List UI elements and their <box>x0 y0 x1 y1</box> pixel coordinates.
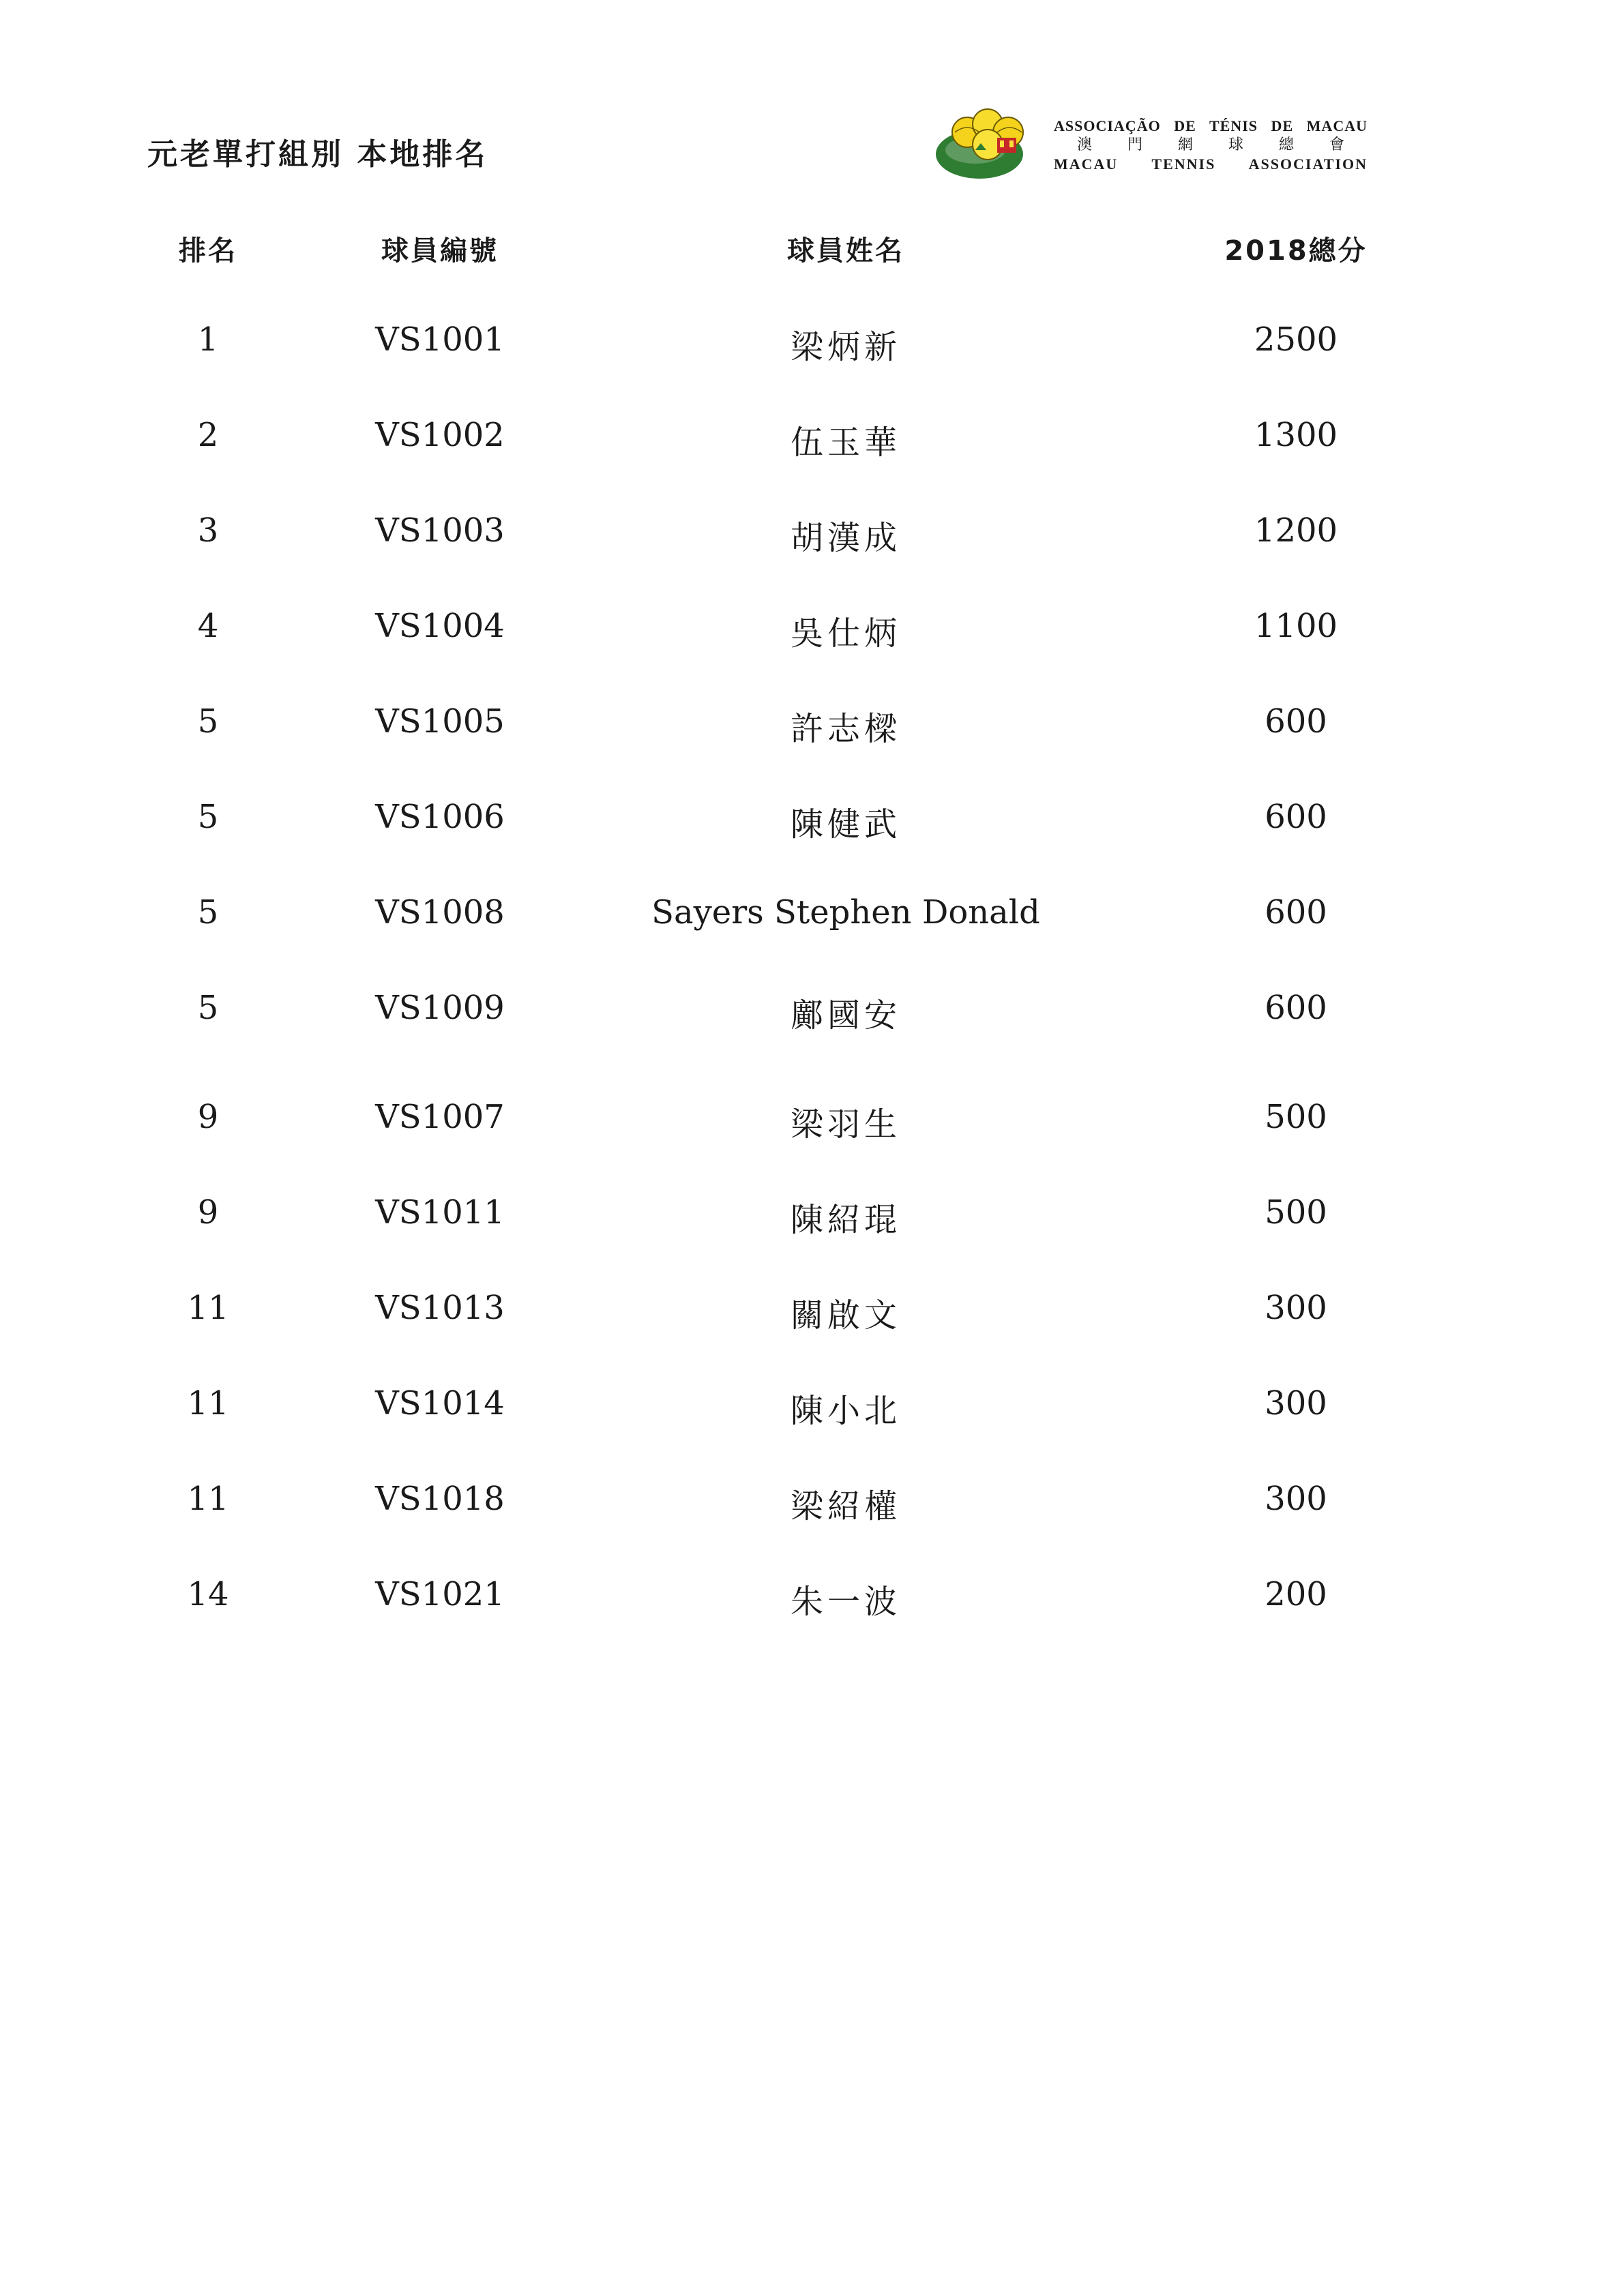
cell-player-name: 朱一波 <box>790 1583 901 1621</box>
cell-player-name: 許志樑 <box>790 710 901 748</box>
cell-player-name: 伍玉華 <box>790 423 901 462</box>
cell-points: 300 <box>1265 1289 1327 1327</box>
cell-points: 1300 <box>1254 416 1338 454</box>
cell-player-name: 梁羽生 <box>790 1105 901 1144</box>
cell-player-name: Sayers Stephen Donald <box>651 893 1040 931</box>
cell-player-id: VS1009 <box>375 989 505 1027</box>
cell-player-name: 陳健武 <box>790 805 901 844</box>
cell-player-name: 陳小北 <box>790 1392 901 1430</box>
association-logo <box>934 108 1371 183</box>
cell-player-name: 梁紹權 <box>790 1487 901 1525</box>
cell-player-id: VS1005 <box>375 702 505 741</box>
cell-rank: 14 <box>187 1575 229 1613</box>
cell-player-name: 吳仕炳 <box>790 614 901 653</box>
cell-player-id: VS1003 <box>375 511 505 550</box>
logo-wordmark <box>1054 117 1368 173</box>
cell-rank: 3 <box>197 511 219 550</box>
cell-player-name: 梁炳新 <box>790 328 901 366</box>
cell-rank: 4 <box>197 607 219 645</box>
cell-points: 200 <box>1265 1575 1327 1613</box>
cell-rank: 2 <box>197 416 219 454</box>
logo-name-english: MACAU TENNIS ASSOCIATION <box>1054 155 1368 173</box>
logo-name-chinese: 澳 門 網 球 總 會 <box>1077 136 1344 153</box>
cell-points: 2500 <box>1254 320 1338 359</box>
cell-player-id: VS1004 <box>375 607 505 645</box>
cell-rank: 5 <box>197 989 219 1027</box>
tennis-association-emblem-icon <box>934 108 1030 183</box>
column-header-player-name: 球員姓名 <box>787 235 904 267</box>
cell-player-id: VS1011 <box>375 1193 505 1232</box>
cell-rank: 1 <box>197 320 219 359</box>
cell-points: 300 <box>1265 1480 1327 1518</box>
logo-name-portuguese: ASSOCIAÇÃO DE TÉNIS DE MACAU <box>1054 117 1368 134</box>
column-header-player-id: 球員編號 <box>381 235 499 267</box>
cell-points: 1200 <box>1254 511 1338 550</box>
cell-rank: 11 <box>187 1289 229 1327</box>
cell-points: 600 <box>1265 989 1327 1027</box>
cell-player-id: VS1008 <box>375 893 505 931</box>
cell-rank: 5 <box>197 893 219 931</box>
cell-player-id: VS1013 <box>375 1289 505 1327</box>
cell-player-name: 陳紹琨 <box>790 1201 901 1239</box>
cell-points: 1100 <box>1254 607 1338 645</box>
cell-player-id: VS1002 <box>375 416 505 454</box>
cell-player-id: VS1006 <box>375 798 505 836</box>
column-header-points: 2018總分 <box>1224 235 1368 267</box>
page-title: 元老單打組別 本地排名 <box>147 137 488 172</box>
cell-points: 500 <box>1265 1193 1327 1232</box>
cell-rank: 5 <box>197 798 219 836</box>
cell-points: 600 <box>1265 798 1327 836</box>
cell-rank: 9 <box>197 1098 219 1136</box>
cell-player-id: VS1018 <box>375 1480 505 1518</box>
cell-rank: 11 <box>187 1480 229 1518</box>
cell-points: 600 <box>1265 893 1327 931</box>
cell-player-id: VS1014 <box>375 1384 505 1422</box>
cell-player-name: 胡漢成 <box>790 519 901 557</box>
cell-player-name: 鄺國安 <box>790 996 901 1034</box>
cell-rank: 5 <box>197 702 219 741</box>
cell-points: 500 <box>1265 1098 1327 1136</box>
cell-player-name: 關啟文 <box>790 1296 901 1335</box>
cell-points: 600 <box>1265 702 1327 741</box>
cell-points: 300 <box>1265 1384 1327 1422</box>
cell-player-id: VS1001 <box>375 320 505 359</box>
cell-rank: 11 <box>187 1384 229 1422</box>
cell-player-id: VS1021 <box>375 1575 505 1613</box>
column-header-rank: 排名 <box>179 235 237 267</box>
cell-player-id: VS1007 <box>375 1098 505 1136</box>
cell-rank: 9 <box>197 1193 219 1232</box>
